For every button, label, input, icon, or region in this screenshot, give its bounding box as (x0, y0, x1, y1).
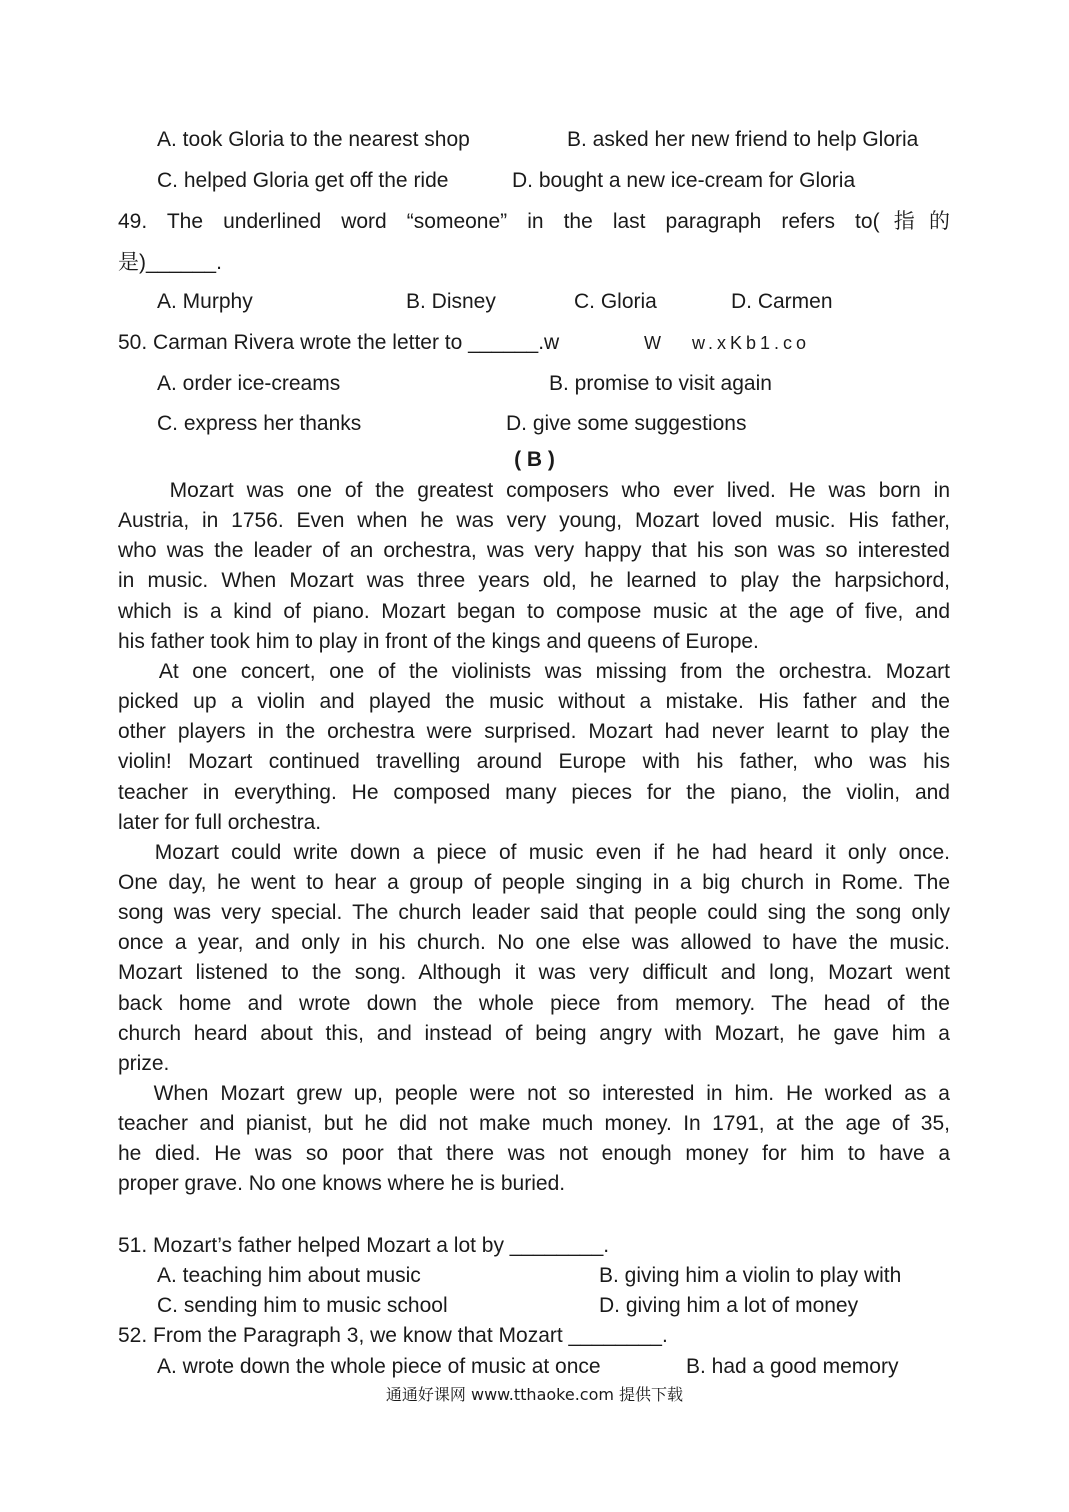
q51-option-a: A. teaching him about music (157, 1264, 421, 1287)
q51-option-d: D. giving him a lot of money (599, 1294, 859, 1317)
q52-option-b: B. had a good memory (686, 1355, 899, 1378)
q49-option-d: D. Carmen (731, 290, 833, 313)
passage-line: in music. When Mozart was three years old, he learned to play the harpsichord, (118, 569, 950, 592)
passage-line: song was very special. The church leader said that people could sing the song only (118, 901, 950, 924)
passage-line: prize. (118, 1052, 170, 1075)
passage-line: Mozart listened to the song. Although it was very difficult and long, Mozart went (118, 961, 950, 984)
passage-line: church heard about this, and instead of being angry with Mozart, he gave him a (118, 1022, 950, 1045)
q51-stem: 51. Mozart’s father helped Mozart a lot by ________. (118, 1234, 610, 1257)
passage-line: teacher in everything. He composed many pieces for the piano, the violin, and (118, 781, 950, 804)
passage-line: One day, he went to hear a group of people singing in a big church in Rome. The (118, 871, 950, 894)
q50-option-b: B. promise to visit again (549, 372, 772, 395)
passage-line: who was the leader of an orchestra, was very happy that his son was so interested (118, 539, 950, 562)
passage-line: At one concert, one of the violinists was missing from the orchestra. Mozart (118, 660, 950, 683)
passage-line: teacher and pianist, but he did not make much money. In 1791, at the age of 35, (118, 1112, 950, 1135)
q49-option-c: C. Gloria (574, 290, 657, 313)
page-footer: 通通好课网 www.tthaoke.com 提供下载 (385, 1385, 684, 1404)
passage-line: Austria, in 1756. Even when he was very young, Mozart loved music. His father, (118, 509, 950, 532)
passage-line: When Mozart grew up, people were not so interested in him. He worked as a (118, 1082, 950, 1105)
q52-stem: 52. From the Paragraph 3, we know that Mozart ________. (118, 1324, 668, 1347)
q50-option-a: A. order ice-creams (157, 372, 341, 395)
q49-stem-line1: 49. The underlined word “someone” in the last paragraph refers to(指的 (118, 210, 950, 233)
q50-stem: 50. Carman Rivera wrote the letter to ______.w (118, 331, 560, 354)
q50-option-c: C. express her thanks (157, 412, 362, 435)
passage-line: proper grave. No one knows where he is buried. (118, 1172, 566, 1195)
q52-option-a: A. wrote down the whole piece of music at once (157, 1355, 601, 1378)
section-b-heading: ( B ) (514, 448, 555, 471)
q51-option-c: C. sending him to music school (157, 1294, 448, 1317)
q51-option-b: B. giving him a violin to play with (599, 1264, 902, 1287)
passage-line: once a year, and only in his church. No one else was allowed to have the music. (118, 931, 950, 954)
passage-line: violin! Mozart continued travelling around Europe with his father, who was his (118, 750, 950, 773)
passage-line: his father took him to play in front of the kings and queens of Europe. (118, 630, 759, 653)
passage-line: other players in the orchestra were surprised. Mozart had never learnt to play the (118, 720, 950, 743)
q48-option-c: C. helped Gloria get off the ride (157, 169, 449, 192)
passage-line: back home and wrote down the whole piece from memory. The head of the (118, 992, 950, 1015)
q49-option-b: B. Disney (406, 290, 496, 313)
q48-option-a: A. took Gloria to the nearest shop (157, 128, 470, 151)
passage-line: he died. He was so poor that there was not enough money for him to have a (118, 1142, 950, 1165)
passage-line: Mozart could write down a piece of music even if he had heard it only once. (118, 841, 950, 864)
q49-option-a: A. Murphy (157, 290, 253, 313)
q49-stem-line2: 是)______. (118, 251, 222, 274)
q48-option-d: D. bought a new ice-cream for Gloria (512, 169, 856, 192)
q50-watermark: W w.xKb1.co (644, 333, 811, 353)
passage-line: Mozart was one of the greatest composers who ever lived. He was born in (118, 479, 950, 502)
passage-line: later for full orchestra. (118, 811, 322, 834)
q48-option-b: B. asked her new friend to help Gloria (567, 128, 919, 151)
q50-option-d: D. give some suggestions (506, 412, 747, 435)
passage-line: picked up a violin and played the music without a mistake. His father and the (118, 690, 950, 713)
passage-line: which is a kind of piano. Mozart began to compose music at the age of five, and (118, 600, 950, 623)
